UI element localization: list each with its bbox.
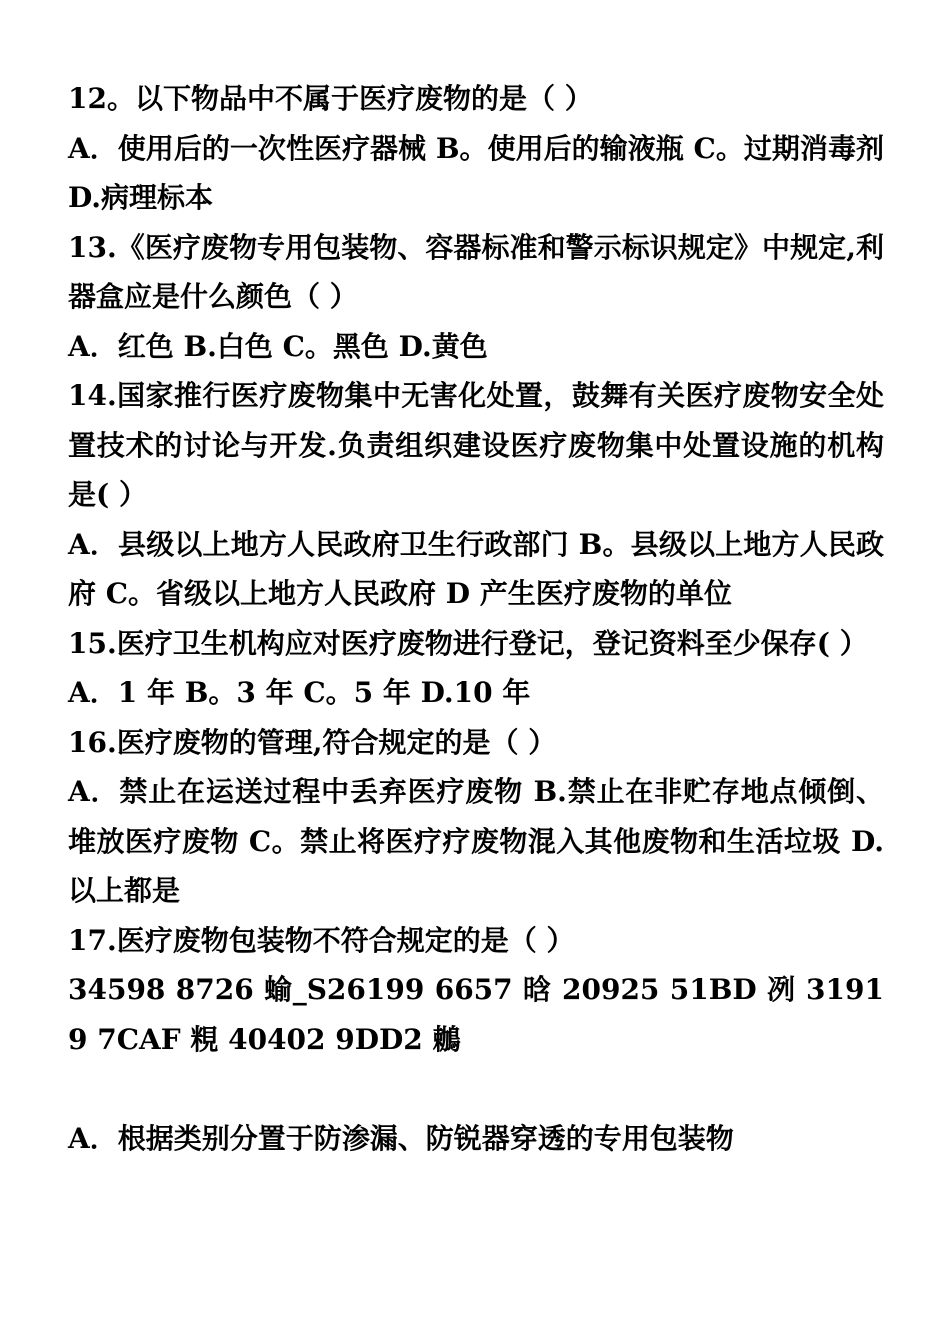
- encoded-text-line: 34598 8726 蝓_S26199 6657 晗 20925 51BD 冽 31919 7CAF 粯 40402 9DD2 鶒: [68, 973, 884, 1056]
- question-12: 12。以下物品中不属于医疗废物的是（ ）: [68, 82, 593, 115]
- question-14: 14.国家推行医疗废物集中无害化处置，鼓舞有关医疗废物安全处置技术的讨论与开发.负责组织建设医疗废物集中处置设施的机构是( ）: [68, 379, 884, 511]
- question-13: 13.《医疗废物专用包装物、容器标准和警示标识规定》中规定,利器盒应是什么颜色（ ）: [68, 230, 884, 313]
- question-14-options: A．县级以上地方人民政府卫生行政部门 B。县级以上地方人民政府 C。省级以上地方人民政府 D 产生医疗废物的单位: [68, 527, 884, 610]
- question-12-options: A．使用后的一次性医疗器械 B。使用后的输液瓶 C。过期消毒剂 D.病理标本: [68, 131, 884, 214]
- question-15-options: A．1 年 B。3 年 C。5 年 D.10 年: [68, 676, 531, 709]
- blank-line: [68, 1064, 884, 1114]
- document-body: [68, 74, 884, 1163]
- question-13-options: A．红色 B.白色 C。黑色 D.黄色: [68, 329, 488, 363]
- question-15: 15.医疗卫生机构应对医疗废物进行登记，登记资料至少保存( ）: [68, 626, 868, 660]
- question-16: 16.医疗废物的管理,符合规定的是（ ）: [68, 725, 557, 759]
- question-16-options: A．禁止在运送过程中丢弃医疗废物 B.禁止在非贮存地点倾倒、堆放医疗废物 C。禁止将医疗疗废物混入其他废物和生活垃圾 D.以上都是: [68, 775, 884, 907]
- question-17: 17.医疗废物包装物不符合规定的是（ ）: [68, 923, 575, 957]
- question-17-option-a: A．根据类别分置于防渗漏、防锐器穿透的专用包装物: [68, 1121, 734, 1155]
